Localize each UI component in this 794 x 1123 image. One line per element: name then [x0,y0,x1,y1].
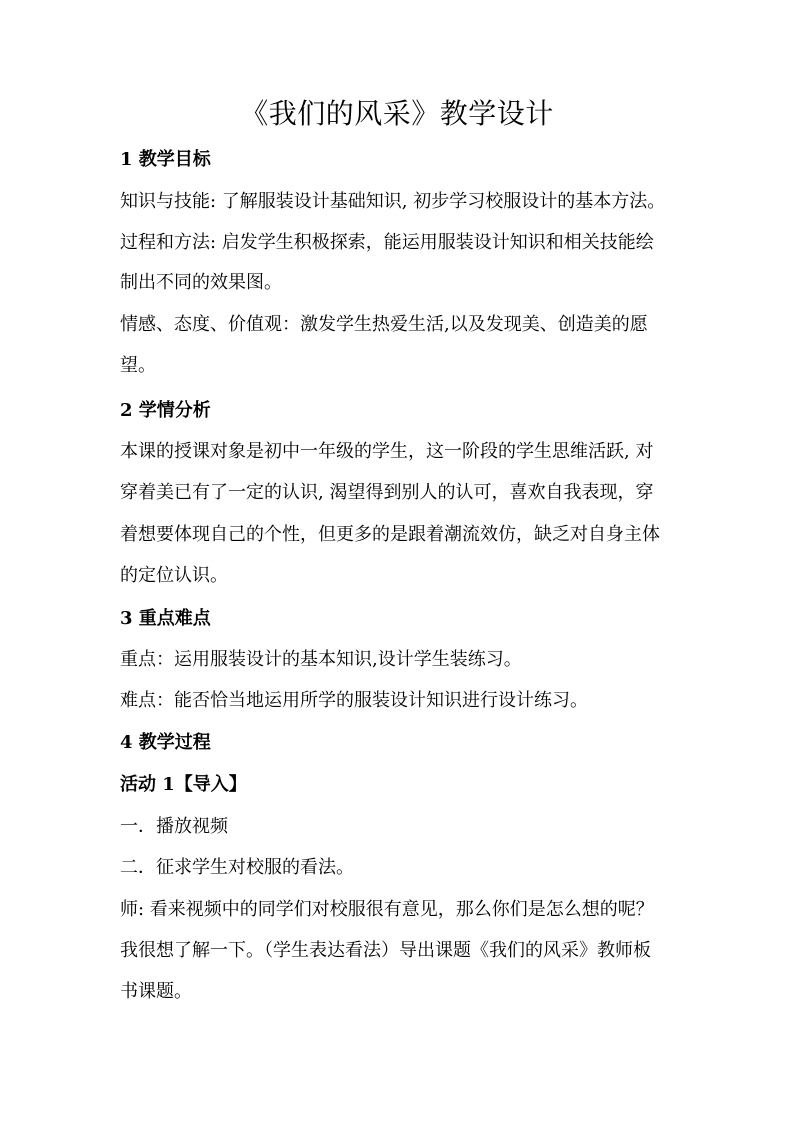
section-heading-key-points: 3 重点难点 [120,608,211,629]
paragraph-line: 我很想了解一下。（学生表达看法）导出课题《我们的风采》教师板 [120,940,651,961]
paragraph-line: 着想要体现自己的个性，但更多的是跟着潮流效仿，缺乏对自身主体 [120,524,660,545]
list-item: 一．播放视频 [120,816,228,837]
activity-heading: 活动 1【导入】 [120,774,247,795]
paragraph-line: 难点：能否恰当地运用所学的服装设计知识进行设计练习。 [120,690,588,711]
paragraph-line: 重点：运用服装设计的基本知识,设计学生装练习。 [120,649,522,670]
paragraph-line: 过程和方法: 启发学生积极探索，能运用服装设计知识和相关技能绘 [120,232,654,253]
paragraph-line: 望。 [120,355,156,376]
paragraph-line: 书课题。 [120,981,192,1002]
paragraph-line: 制出不同的效果图。 [120,272,282,293]
paragraph-line: 情感、态度、价值观：激发学生热爱生活,以及发现美、创造美的愿 [120,314,648,335]
section-heading-objectives: 1 教学目标 [120,149,211,170]
paragraph-line: 本课的授课对象是初中一年级的学生，这一阶段的学生思维活跃, 对 [120,441,654,462]
paragraph-line: 师: 看来视频中的同学们对校服很有意见，那么你们是怎么想的呢？ [120,899,654,920]
section-heading-process: 4 教学过程 [120,732,211,753]
paragraph-line: 知识与技能: 了解服装设计基础知识, 初步学习校服设计的基本方法。 [120,191,666,212]
paragraph-line: 的定位认识。 [120,565,228,586]
document-title: 《我们的风采》教学设计 [240,97,554,130]
list-item: 二．征求学生对校服的看法。 [120,857,354,878]
section-heading-analysis: 2 学情分析 [120,400,211,421]
paragraph-line: 穿着美已有了一定的认识, 渴望得到别人的认可，喜欢自我表现，穿 [120,482,654,503]
